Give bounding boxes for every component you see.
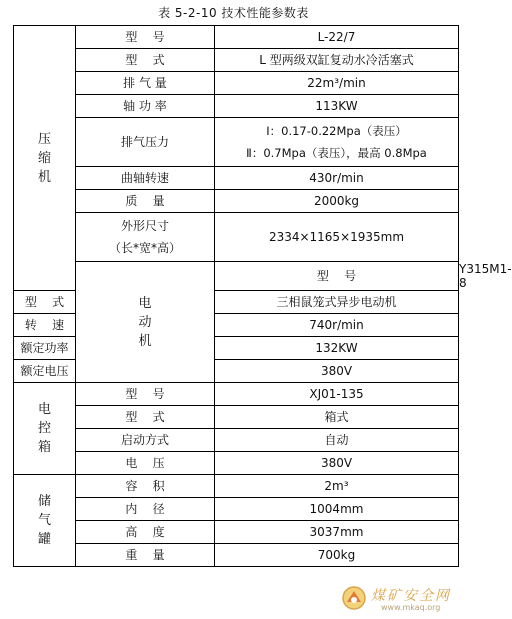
table-title: 表 5-2-10 技术性能参数表	[158, 6, 309, 20]
category-compressor	[14, 26, 76, 291]
row-label: 电 压	[76, 452, 215, 475]
table-row	[14, 521, 459, 544]
table-row	[14, 544, 459, 567]
row-value: 380V	[215, 452, 459, 475]
table-row	[14, 475, 459, 498]
watermark	[341, 585, 461, 617]
row-value	[215, 118, 459, 167]
category-char: 控	[37, 421, 51, 436]
row-label: 容 积	[76, 475, 215, 498]
watermark-text: 煤矿安全网	[371, 588, 451, 604]
row-value: 2000kg	[215, 190, 459, 213]
row-label: 型 号	[76, 26, 215, 49]
table-row	[14, 498, 459, 521]
row-label: 启动方式	[76, 429, 215, 452]
category-char: 电	[37, 402, 51, 417]
category-char: 压	[37, 131, 51, 147]
category-control-box	[14, 383, 76, 475]
row-value: XJ01-135	[215, 383, 459, 406]
row-value: 700kg	[215, 544, 459, 567]
category-air-tank	[14, 475, 76, 567]
row-label: 内 径	[76, 498, 215, 521]
table-row	[14, 452, 459, 475]
row-value: 2334×1165×1935mm	[215, 213, 459, 262]
category-char: 气	[37, 513, 51, 528]
table-row	[14, 72, 459, 95]
row-label: 型 式	[76, 49, 215, 72]
table-row	[14, 95, 459, 118]
row-value: 箱式	[215, 406, 459, 429]
category-char: 罐	[37, 532, 51, 547]
row-label: 型 号	[215, 262, 459, 291]
row-label: 高 度	[76, 521, 215, 544]
table-row	[14, 167, 459, 190]
row-value: 430r/min	[215, 167, 459, 190]
row-value: L 型两级双缸复动水冷活塞式	[215, 49, 459, 72]
row-value: L-22/7	[215, 26, 459, 49]
table-row	[14, 383, 459, 406]
table-row	[14, 26, 459, 49]
row-value: 三相鼠笼式异步电动机	[215, 291, 459, 314]
category-char: 机	[37, 169, 51, 185]
value-line: Ⅱ：0.7Mpa（表压），最高 0.8Mpa	[246, 146, 427, 160]
table-row	[14, 190, 459, 213]
category-char: 电	[138, 295, 152, 311]
row-value: 2m³	[215, 475, 459, 498]
row-value: 380V	[215, 360, 459, 383]
row-label: 额定电压	[14, 360, 76, 383]
spec-table	[13, 25, 512, 567]
table-row	[14, 406, 459, 429]
category-char: 箱	[37, 440, 51, 455]
label-line: （长*宽*高）	[108, 241, 181, 255]
table-row	[14, 429, 459, 452]
table-row	[14, 213, 459, 262]
category-char: 缩	[37, 150, 51, 166]
row-value: 113KW	[215, 95, 459, 118]
row-label: 排 气 量	[76, 72, 215, 95]
row-label: 排气压力	[76, 118, 215, 167]
row-label: 额定功率	[14, 337, 76, 360]
table-row	[14, 118, 459, 167]
watermark-logo-icon	[341, 585, 367, 611]
row-value: 3037mm	[215, 521, 459, 544]
row-value: 740r/min	[215, 314, 459, 337]
category-char: 储	[37, 494, 51, 509]
table-row: 电 动 机 型 号 Y315M1-8	[14, 262, 459, 291]
category-motor	[76, 262, 215, 383]
row-label: 转 速	[14, 314, 76, 337]
row-label: 型 式	[76, 406, 215, 429]
table-row	[14, 49, 459, 72]
category-char: 动	[138, 314, 152, 330]
row-label: 质 量	[76, 190, 215, 213]
value-line: Ⅰ：0.17-0.22Mpa（表压）	[266, 124, 407, 138]
row-value: 1004mm	[215, 498, 459, 521]
row-label: 型 号	[76, 383, 215, 406]
label-line: 外形尺寸	[120, 219, 169, 233]
row-label	[76, 213, 215, 262]
category-char: 机	[138, 333, 152, 349]
row-label: 曲轴转速	[76, 167, 215, 190]
row-label: 轴 功 率	[76, 95, 215, 118]
row-label: 型 式	[14, 291, 76, 314]
row-label: 重 量	[76, 544, 215, 567]
row-value: 132KW	[215, 337, 459, 360]
row-value: 22m³/min	[215, 72, 459, 95]
watermark-url: www.mkaq.org	[381, 603, 441, 612]
row-value: 自动	[215, 429, 459, 452]
